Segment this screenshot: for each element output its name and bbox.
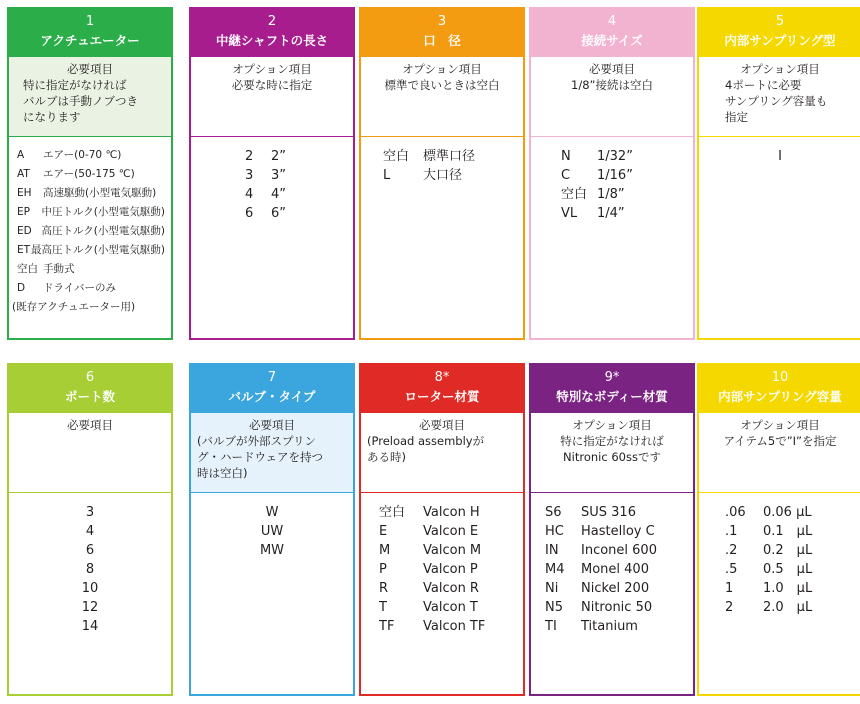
option-label: Hastelloy C bbox=[581, 524, 655, 539]
option-row bbox=[725, 579, 855, 598]
option-row bbox=[197, 541, 347, 560]
option-list bbox=[191, 137, 353, 223]
card-port-count bbox=[7, 363, 173, 696]
option-code: HC bbox=[545, 524, 564, 539]
option-label: 12 bbox=[81, 600, 99, 615]
option-label: Valcon P bbox=[423, 562, 478, 577]
option-list bbox=[699, 493, 860, 617]
requirement-note: 特に指定がなければ bbox=[23, 78, 127, 92]
option-row bbox=[379, 560, 517, 579]
item-number: 4 bbox=[607, 14, 617, 29]
option-label: Valcon TF bbox=[423, 619, 486, 634]
option-label: エアー(0-70 ℃) bbox=[43, 149, 122, 161]
requirement-note: Nitronic 60ssです bbox=[563, 450, 661, 464]
card-header bbox=[191, 365, 353, 413]
requirement-label: オプション項目 bbox=[402, 62, 482, 76]
item-title: 接続サイズ bbox=[581, 33, 643, 48]
card-header bbox=[531, 365, 693, 413]
option-row bbox=[545, 560, 687, 579]
option-row bbox=[15, 598, 165, 617]
requirement-note: グ・ハードウェアを持つ bbox=[197, 450, 324, 464]
option-label: Nitronic 50 bbox=[581, 600, 653, 615]
option-row bbox=[245, 147, 347, 166]
option-code: R bbox=[379, 581, 389, 596]
card-bore bbox=[359, 7, 525, 340]
option-row bbox=[725, 560, 855, 579]
option-row bbox=[545, 503, 687, 522]
card-internal-sampling-type bbox=[697, 7, 860, 340]
option-label: 10 bbox=[81, 581, 99, 596]
requirement-box bbox=[699, 57, 860, 137]
option-code: T bbox=[379, 600, 387, 615]
requirement-note: 必要な時に指定 bbox=[231, 78, 313, 92]
requirement-box bbox=[531, 57, 693, 137]
item-number: 1 bbox=[85, 14, 95, 29]
card-body-material bbox=[529, 363, 695, 696]
requirement-note: アイテム5で”I”を指定 bbox=[723, 434, 837, 448]
option-code: 4 bbox=[245, 187, 254, 202]
requirement-box bbox=[9, 57, 171, 137]
option-code: 2 bbox=[245, 149, 254, 164]
option-row bbox=[379, 522, 517, 541]
option-list bbox=[531, 493, 693, 636]
card-valve-type bbox=[189, 363, 355, 696]
option-list bbox=[9, 493, 171, 636]
requirement-note: 1/8”接続は空白 bbox=[571, 78, 653, 92]
option-list bbox=[361, 493, 523, 636]
requirement-note: 指定 bbox=[725, 110, 748, 124]
option-row bbox=[245, 204, 347, 223]
option-code: IN bbox=[545, 543, 559, 558]
item-number: 7 bbox=[267, 370, 277, 385]
option-label: UW bbox=[260, 524, 284, 539]
option-row bbox=[17, 279, 165, 298]
option-label: Valcon M bbox=[423, 543, 482, 558]
option-row bbox=[245, 166, 347, 185]
option-code: 2 bbox=[725, 600, 734, 615]
requirement-note: バルブは手動ノブつき bbox=[23, 94, 138, 108]
requirement-label: 必要項目 bbox=[589, 62, 635, 76]
option-row bbox=[17, 241, 165, 260]
option-row bbox=[545, 617, 687, 636]
card-rotor-material bbox=[359, 363, 525, 696]
option-label: 2.0 μL bbox=[763, 600, 813, 615]
requirement-label: 必要項目 bbox=[67, 62, 113, 76]
option-row bbox=[561, 147, 687, 166]
card-internal-sampling-volume bbox=[697, 363, 860, 696]
option-code: VL bbox=[561, 206, 578, 221]
option-code: TI bbox=[545, 619, 557, 634]
item-title: 中継シャフトの長さ bbox=[215, 33, 329, 48]
option-code: 空白 bbox=[561, 187, 588, 202]
option-code: .2 bbox=[725, 543, 738, 558]
item-title: バルブ・タイプ bbox=[228, 389, 316, 404]
option-label: 0.5 μL bbox=[763, 562, 813, 577]
option-row bbox=[545, 598, 687, 617]
option-code: AT bbox=[17, 168, 30, 180]
option-code: EH bbox=[17, 187, 32, 199]
option-code: .06 bbox=[725, 505, 746, 520]
option-label: Titanium bbox=[581, 619, 638, 634]
option-label: 0.1 μL bbox=[763, 524, 813, 539]
option-row bbox=[197, 503, 347, 522]
option-label: Nickel 200 bbox=[581, 581, 650, 596]
option-code: L bbox=[383, 168, 391, 183]
card-header bbox=[699, 9, 860, 57]
option-row bbox=[17, 260, 165, 279]
option-row bbox=[379, 598, 517, 617]
item-title: アクチュエーター bbox=[40, 33, 140, 48]
option-label: Valcon T bbox=[423, 600, 478, 615]
item-title: ポート数 bbox=[64, 389, 115, 404]
option-row bbox=[725, 503, 855, 522]
option-code: D bbox=[17, 282, 26, 294]
option-row bbox=[725, 598, 855, 617]
option-row bbox=[545, 522, 687, 541]
option-row bbox=[17, 222, 165, 241]
option-list bbox=[531, 137, 693, 223]
option-code: .5 bbox=[725, 562, 738, 577]
option-label: I bbox=[778, 149, 782, 164]
requirement-label: 必要項目 bbox=[249, 418, 295, 432]
option-row bbox=[15, 617, 165, 636]
requirement-label: オプション項目 bbox=[740, 418, 820, 432]
option-label: エアー(50-175 ℃) bbox=[43, 168, 135, 180]
option-label: 6 bbox=[85, 543, 95, 558]
option-row bbox=[561, 166, 687, 185]
requirement-box bbox=[191, 413, 353, 493]
option-row bbox=[17, 184, 165, 203]
item-title: 内部サンプリング容量 bbox=[718, 389, 842, 404]
option-label: 高圧トルク(小型電気駆動) bbox=[41, 225, 165, 237]
option-code: ET bbox=[17, 244, 31, 256]
requirement-box bbox=[191, 57, 353, 137]
option-code: Ni bbox=[545, 581, 559, 596]
option-label: Inconel 600 bbox=[581, 543, 657, 558]
option-row bbox=[379, 617, 517, 636]
option-row bbox=[245, 185, 347, 204]
requirement-label: オプション項目 bbox=[572, 418, 652, 432]
card-header bbox=[361, 365, 523, 413]
card-header bbox=[9, 365, 171, 413]
requirement-note: 特に指定がなければ bbox=[560, 434, 664, 448]
option-code: A bbox=[17, 149, 25, 161]
option-label: 6” bbox=[271, 206, 287, 221]
option-label: 2” bbox=[271, 149, 287, 164]
requirement-note: 標準で良いときは空白 bbox=[384, 78, 500, 92]
requirement-label: 必要項目 bbox=[67, 418, 113, 432]
option-row bbox=[15, 560, 165, 579]
option-code: 6 bbox=[245, 206, 254, 221]
option-label: 標準口径 bbox=[423, 149, 476, 164]
item-title: 特別なボディー材質 bbox=[556, 389, 668, 404]
option-label: 1.0 μL bbox=[763, 581, 813, 596]
option-row bbox=[545, 579, 687, 598]
option-label: 手動式 bbox=[43, 263, 75, 275]
option-code: S6 bbox=[545, 505, 562, 520]
option-code: 空白 bbox=[379, 505, 406, 520]
option-label: (既存アクチュエーター用) bbox=[12, 301, 136, 313]
card-connection-size bbox=[529, 7, 695, 340]
requirement-label: オプション項目 bbox=[232, 62, 312, 76]
option-row bbox=[561, 204, 687, 223]
item-title: ローター材質 bbox=[404, 389, 480, 404]
option-row bbox=[561, 185, 687, 204]
option-label: 3 bbox=[85, 505, 95, 520]
item-number: 8* bbox=[434, 370, 450, 385]
option-code: P bbox=[379, 562, 387, 577]
item-title: 内部サンプリング型 bbox=[724, 33, 836, 48]
option-code: ED bbox=[17, 225, 32, 237]
option-code: .1 bbox=[725, 524, 738, 539]
option-label: MW bbox=[259, 543, 285, 558]
item-number: 9* bbox=[604, 370, 620, 385]
option-code: 空白 bbox=[17, 263, 38, 275]
option-label: Valcon R bbox=[423, 581, 479, 596]
item-title: 口 径 bbox=[423, 33, 461, 48]
option-label: 0.06 μL bbox=[763, 505, 812, 520]
option-list bbox=[361, 137, 523, 185]
option-code: TF bbox=[379, 619, 395, 634]
option-list bbox=[9, 137, 171, 317]
option-row bbox=[725, 522, 855, 541]
option-row bbox=[15, 522, 165, 541]
option-label: 中圧トルク(小型電気駆動) bbox=[41, 206, 165, 218]
option-label: 最高圧トルク(小型電気駆動) bbox=[31, 244, 165, 256]
option-label: ドライバーのみ bbox=[43, 282, 116, 294]
option-row bbox=[15, 541, 165, 560]
option-label: 3” bbox=[271, 168, 287, 183]
option-row bbox=[379, 579, 517, 598]
option-code: 空白 bbox=[383, 149, 410, 164]
option-code: 3 bbox=[245, 168, 254, 183]
requirement-note: (Preload assemblyが bbox=[367, 434, 485, 448]
requirement-box bbox=[361, 57, 523, 137]
option-code: M4 bbox=[545, 562, 565, 577]
option-label: 0.2 μL bbox=[763, 543, 813, 558]
option-row bbox=[725, 541, 855, 560]
requirement-label: オプション項目 bbox=[740, 62, 820, 76]
option-row bbox=[17, 203, 165, 222]
requirement-box bbox=[9, 413, 171, 493]
option-label: 大口径 bbox=[423, 168, 463, 183]
card-header bbox=[699, 365, 860, 413]
option-row bbox=[545, 541, 687, 560]
option-label: Monel 400 bbox=[581, 562, 649, 577]
option-row bbox=[705, 147, 855, 166]
card-header bbox=[531, 9, 693, 57]
requirement-note: ある時) bbox=[367, 450, 406, 464]
card-header bbox=[191, 9, 353, 57]
card-header bbox=[361, 9, 523, 57]
requirement-note: 4ポートに必要 bbox=[725, 78, 802, 92]
requirement-note: 時は空白) bbox=[197, 466, 248, 480]
option-label: 1/4” bbox=[597, 206, 625, 221]
option-list bbox=[191, 493, 353, 560]
requirement-note: サンプリング容量も bbox=[725, 94, 828, 108]
requirement-box bbox=[531, 413, 693, 493]
option-code: C bbox=[561, 168, 571, 183]
option-label: 1/8” bbox=[597, 187, 625, 202]
option-code: 1 bbox=[725, 581, 734, 596]
option-label: Valcon E bbox=[423, 524, 479, 539]
option-code: N bbox=[561, 149, 571, 164]
option-list bbox=[699, 137, 860, 166]
card-actuator bbox=[7, 7, 173, 340]
card-shaft-length bbox=[189, 7, 355, 340]
option-row bbox=[197, 522, 347, 541]
option-label: 4” bbox=[271, 187, 287, 202]
option-row bbox=[383, 166, 517, 185]
option-row bbox=[379, 541, 517, 560]
option-label: 1/32” bbox=[597, 149, 633, 164]
option-row bbox=[17, 146, 165, 165]
option-label: 1/16” bbox=[597, 168, 633, 183]
option-row bbox=[17, 165, 165, 184]
option-label: 高速駆動(小型電気駆動) bbox=[43, 187, 157, 199]
card-header bbox=[9, 9, 171, 57]
option-label: 14 bbox=[81, 619, 99, 634]
option-code: N5 bbox=[545, 600, 563, 615]
item-number: 10 bbox=[771, 370, 789, 385]
requirement-box bbox=[699, 413, 860, 493]
requirement-note: (バルブが外部スプリン bbox=[197, 434, 317, 448]
requirement-label: 必要項目 bbox=[419, 418, 465, 432]
option-code: M bbox=[379, 543, 391, 558]
option-label: SUS 316 bbox=[581, 505, 636, 520]
option-row bbox=[379, 503, 517, 522]
option-label: 8 bbox=[85, 562, 95, 577]
option-label: Valcon H bbox=[423, 505, 480, 520]
option-row bbox=[15, 579, 165, 598]
option-row bbox=[383, 147, 517, 166]
item-number: 3 bbox=[437, 14, 447, 29]
option-row bbox=[15, 503, 165, 522]
option-code: E bbox=[379, 524, 388, 539]
item-number: 2 bbox=[267, 14, 277, 29]
requirement-box bbox=[361, 413, 523, 493]
item-number: 6 bbox=[85, 370, 95, 385]
option-code: EP bbox=[17, 206, 30, 218]
requirement-note: になります bbox=[23, 110, 81, 124]
item-number: 5 bbox=[775, 14, 785, 29]
option-label: W bbox=[265, 505, 279, 520]
option-label: 4 bbox=[85, 524, 95, 539]
option-row bbox=[12, 298, 165, 317]
